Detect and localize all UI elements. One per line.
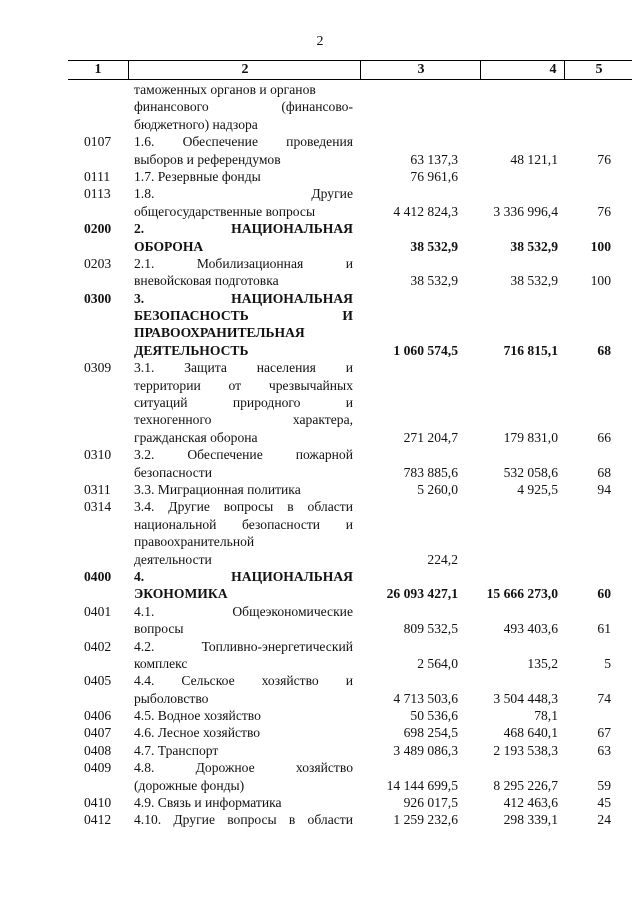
actual-value: 15 666 273,0 [486,586,558,602]
plan-value: 698 254,5 [403,725,458,741]
description-line: техногенного характера, [134,412,353,428]
row-code: 0309 [84,360,112,376]
actual-value: 78,1 [534,708,558,724]
percent-value: 94 [597,481,611,497]
table-row [0,446,640,481]
plan-value: 1 060 574,5 [393,342,458,358]
description-line: 3.4. Другие вопросы в области [134,499,353,515]
description-line: финансового (финансово- [134,99,353,115]
description-line: гражданская оборона [134,429,258,445]
row-code: 0200 [84,221,112,237]
description-line: (дорожные фонды) [134,777,245,793]
row-code: 0402 [84,638,112,654]
table-row [0,498,640,568]
percent-value: 74 [597,690,611,706]
table-row [0,481,640,498]
row-values [0,116,640,133]
row-values [0,794,640,811]
description-line: ОБОРОНА [134,238,204,254]
header-col-2: 2 [128,61,361,79]
row-code: 0401 [84,603,112,619]
row-code: 0409 [84,760,112,776]
actual-value: 3 504 448,3 [493,690,558,706]
budget-table-body [0,81,640,829]
table-row [0,185,640,220]
row-values [0,272,640,289]
actual-value: 298 339,1 [503,812,558,828]
description-line: 1.8. Другие [134,186,353,202]
actual-value: 716 815,1 [503,342,558,358]
plan-value: 63 137,3 [410,151,458,167]
description-line: 2. НАЦИОНАЛЬНАЯ [134,221,353,237]
row-values [0,551,640,568]
plan-value: 783 885,6 [403,464,458,480]
description-line: 3.2. Обеспечение пожарной [134,447,353,463]
percent-value: 24 [597,812,611,828]
table-row [0,707,640,724]
description-line: вопросы [134,621,184,637]
description-line: 4.6. Лесное хозяйство [134,725,261,741]
description-line: таможенных органов и органов [134,82,316,97]
table-row [0,359,640,446]
table-row [0,811,640,828]
description-line: 4. НАЦИОНАЛЬНАЯ [134,568,353,584]
description-line: бюджетного) надзора [134,116,258,132]
page-number: 2 [316,34,324,49]
percent-value: 67 [597,725,611,741]
plan-value: 4 412 824,3 [393,203,458,219]
plan-value: 2 564,0 [417,655,458,671]
percent-value: 68 [597,464,611,480]
plan-value: 38 532,9 [410,273,458,289]
plan-value: 76 961,6 [410,168,458,184]
plan-value: 224,2 [427,551,458,567]
row-values [0,620,640,637]
description-line: правоохранительной [134,534,255,550]
description-line: 4.5. Водное хозяйство [134,708,261,724]
table-row [0,638,640,673]
actual-value: 3 336 996,4 [493,203,558,219]
plan-value: 4 713 503,6 [393,690,458,706]
plan-value: 3 489 086,3 [393,742,458,758]
description-line: национальной безопасности и [134,516,353,532]
row-values [0,811,640,828]
header-col-5: 5 [564,61,633,79]
table-row [0,742,640,759]
description-line: ДЕЯТЕЛЬНОСТЬ [134,342,249,358]
description-line: БЕЗОПАСНОСТЬ И [134,308,353,324]
plan-value: 26 093 427,1 [386,586,458,602]
row-code: 0113 [84,186,111,202]
actual-value: 38 532,9 [510,238,558,254]
row-values [0,724,640,741]
row-code: 0406 [84,708,112,724]
row-values [0,168,640,185]
row-values [0,238,640,255]
table-row [0,724,640,741]
row-code: 0107 [84,134,112,150]
description-line: ситуаций природного и [134,395,353,411]
percent-value: 60 [597,586,611,602]
percent-value: 100 [590,238,611,254]
row-values [0,777,640,794]
description-line: 3.3. Миграционная политика [134,481,301,497]
description-line: безопасности [134,464,213,480]
row-code: 0410 [84,795,112,811]
row-code: 0405 [84,673,112,689]
description-line: общегосударственные вопросы [134,203,316,219]
description-line: 4.9. Связь и информатика [134,795,282,811]
actual-value: 532 058,6 [503,464,558,480]
plan-value: 50 536,6 [410,708,458,724]
table-row [0,220,640,255]
row-values [0,742,640,759]
plan-value: 14 144 699,5 [386,777,458,793]
description-line: 4.7. Транспорт [134,742,219,758]
table-row [0,568,640,603]
table-row [0,133,640,168]
row-values [0,203,640,220]
percent-value: 5 [604,655,611,671]
actual-value: 412 463,6 [503,795,558,811]
actual-value: 8 295 226,7 [493,777,558,793]
actual-value: 493 403,6 [503,621,558,637]
description-line: деятельности [134,551,212,567]
description-line: вневойсковая подготовка [134,273,279,289]
row-code: 0314 [84,499,112,515]
row-values [0,655,640,672]
table-row [0,81,640,133]
description-line: выборов и референдумов [134,151,281,167]
actual-value: 38 532,9 [510,273,558,289]
row-code: 0407 [84,725,112,741]
percent-value: 59 [597,777,611,793]
table-row [0,794,640,811]
row-values [0,690,640,707]
row-values [0,707,640,724]
table-row [0,672,640,707]
row-values [0,464,640,481]
table-row [0,290,640,360]
description-line: ПРАВООХРАНИТЕЛЬНАЯ [134,325,305,341]
row-code: 0311 [84,481,111,497]
description-line: комплекс [134,655,188,671]
table-row [0,168,640,185]
table-row [0,759,640,794]
description-line: ЭКОНОМИКА [134,586,228,602]
row-code: 0408 [84,742,112,758]
description-line: 2.1. Мобилизационная и [134,255,353,271]
plan-value: 271 204,7 [403,429,458,445]
percent-value: 66 [597,429,611,445]
actual-value: 468 640,1 [503,725,558,741]
actual-value: 179 831,0 [503,429,558,445]
description-line: 1.6. Обеспечение проведения [134,134,353,150]
percent-value: 76 [597,151,611,167]
plan-value: 809 532,5 [403,621,458,637]
percent-value: 61 [597,621,611,637]
description-line: 4.10. Другие вопросы в области [134,812,353,828]
actual-value: 48 121,1 [510,151,558,167]
row-code: 0300 [84,290,112,306]
description-line: рыболовство [134,690,209,706]
row-code [84,81,128,98]
percent-value: 63 [597,742,611,758]
table-row [0,603,640,638]
description-line: 4.4. Сельское хозяйство и [134,673,353,689]
plan-value: 1 259 232,6 [393,812,458,828]
row-values [0,151,640,168]
description-line: 4.1. Общеэкономические [134,603,353,619]
row-code: 0400 [84,568,112,584]
actual-value: 2 193 538,3 [493,742,558,758]
header-col-4: 4 [480,61,625,79]
percent-value: 68 [597,342,611,358]
percent-value: 45 [597,795,611,811]
plan-value: 926 017,5 [403,795,458,811]
header-col-3: 3 [360,61,481,79]
row-code: 0310 [84,447,112,463]
percent-value: 100 [590,273,611,289]
percent-value: 76 [597,203,611,219]
table-header [68,60,632,80]
actual-value: 135,2 [527,655,558,671]
row-code: 0412 [84,812,112,828]
row-code: 0203 [84,255,112,271]
row-values [0,481,640,498]
plan-value: 38 532,9 [410,238,458,254]
row-code: 0111 [84,168,111,184]
description-line: 4.2. Топливно-энергетический [134,638,353,654]
row-values [0,585,640,602]
description-line: 3.1. Защита населения и [134,360,353,376]
description-line: 4.8. Дорожное хозяйство [134,760,353,776]
description-line: территории от чрезвычайных [134,377,353,393]
row-values [0,429,640,446]
table-row [0,255,640,290]
row-values [0,342,640,359]
header-col-1: 1 [94,62,102,77]
actual-value: 4 925,5 [517,481,558,497]
description-line: 1.7. Резервные фонды [134,168,261,184]
description-line: 3. НАЦИОНАЛЬНАЯ [134,290,353,306]
plan-value: 5 260,0 [417,481,458,497]
